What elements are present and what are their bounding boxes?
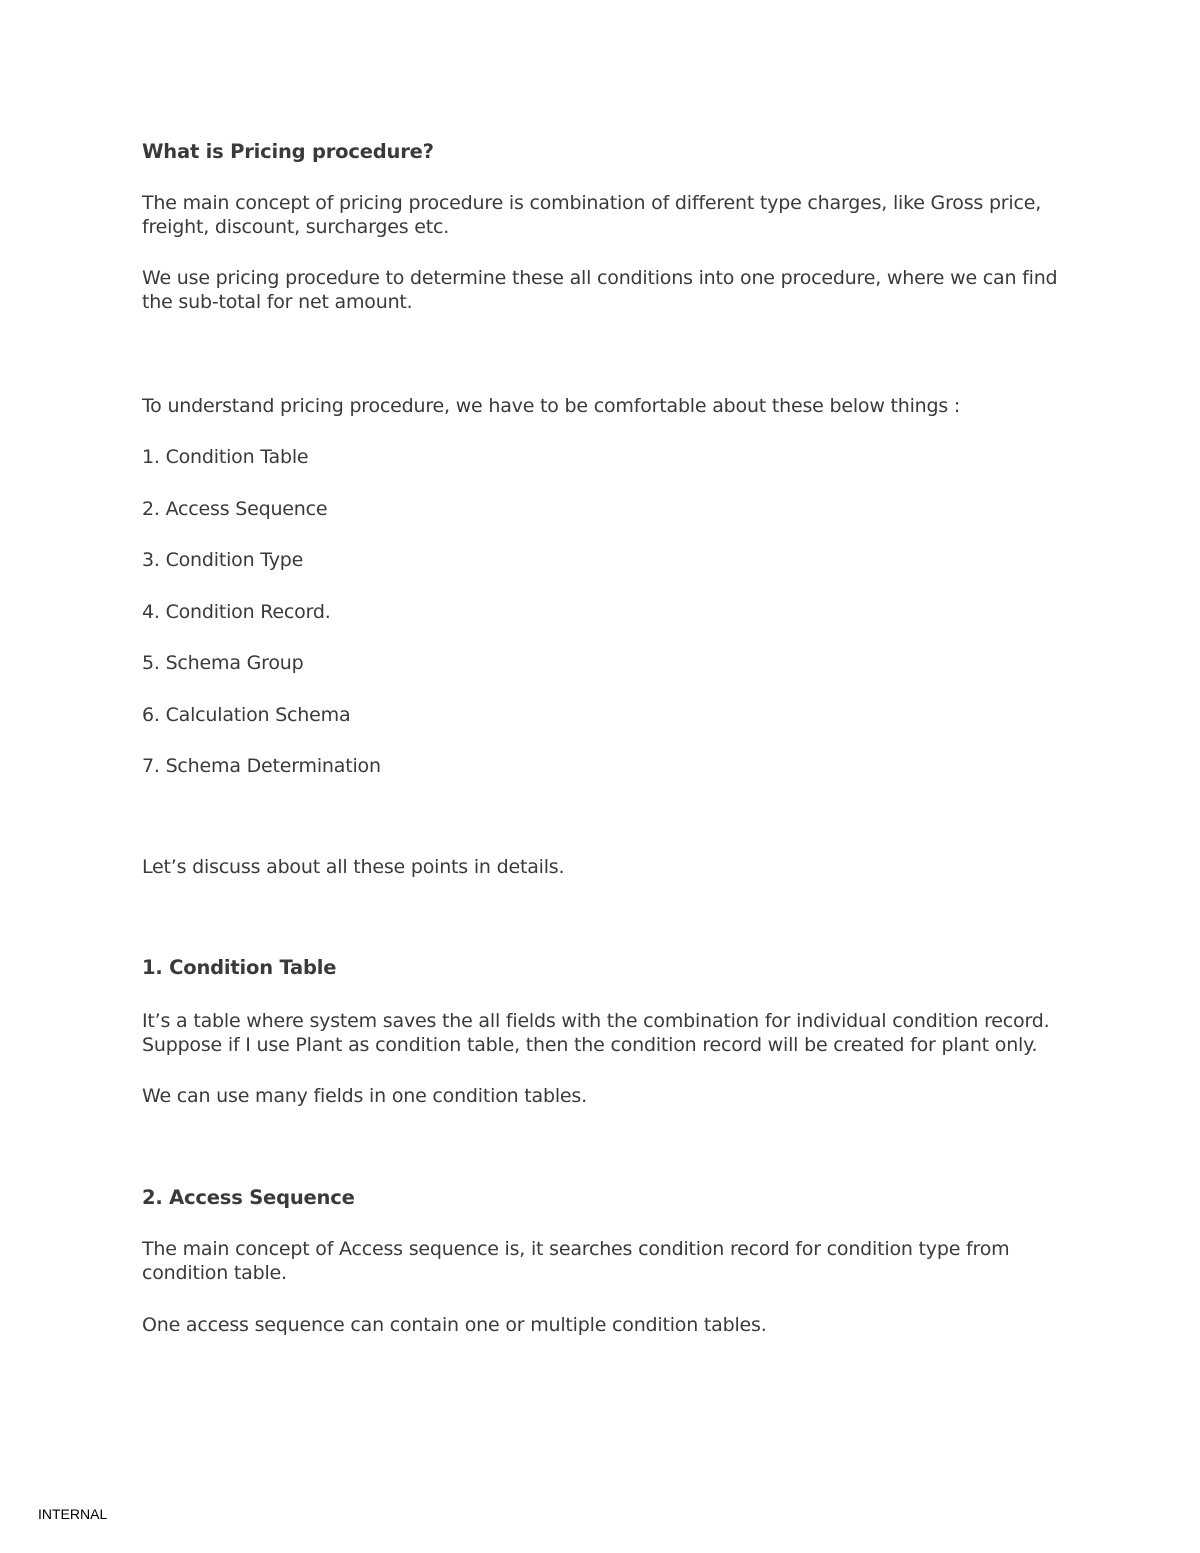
section-1-paragraph-1: It’s a table where system saves the all fields with the combination for individual condition record. Suppose if I use Plant as condition table, then the condition record will be created for plant only. — [142, 1010, 1050, 1056]
intro-paragraph-2: We use pricing procedure to determine these all conditions into one procedure, where we can find the sub-total for net amount. — [142, 267, 1058, 313]
transition-paragraph: Let’s discuss about all these points in details. — [142, 856, 565, 878]
section-heading-access-sequence: 2. Access Sequence — [142, 1186, 355, 1209]
list-item: 5. Schema Group — [142, 652, 304, 674]
document-body — [142, 140, 1062, 1337]
list-item: 7. Schema Determination — [142, 755, 381, 777]
classification-label: INTERNAL — [38, 1506, 108, 1522]
list-item: 6. Calculation Schema — [142, 703, 351, 726]
topics-list — [142, 445, 1062, 778]
section-1-paragraph-2: We can use many fields in one condition tables. — [142, 1085, 587, 1107]
list-item: 2. Access Sequence — [142, 497, 328, 520]
section-2-paragraph-2: One access sequence can contain one or multiple condition tables. — [142, 1314, 767, 1336]
list-item: 4. Condition Record. — [142, 600, 331, 623]
intro-paragraph-3: To understand pricing procedure, we have to be comfortable about these below things : — [142, 395, 961, 417]
list-item: 1. Condition Table — [142, 446, 309, 468]
section-heading-condition-table: 1. Condition Table — [142, 956, 337, 979]
section-2-paragraph-1: The main concept of Access sequence is, it searches condition record for condition type from condition table. — [142, 1238, 1010, 1284]
intro-paragraph-1: The main concept of pricing procedure is combination of different type charges, like Gross price, freight, discount, surcharges etc. — [142, 192, 1042, 238]
page-title: What is Pricing procedure? — [142, 140, 434, 163]
list-item: 3. Condition Type — [142, 549, 304, 571]
